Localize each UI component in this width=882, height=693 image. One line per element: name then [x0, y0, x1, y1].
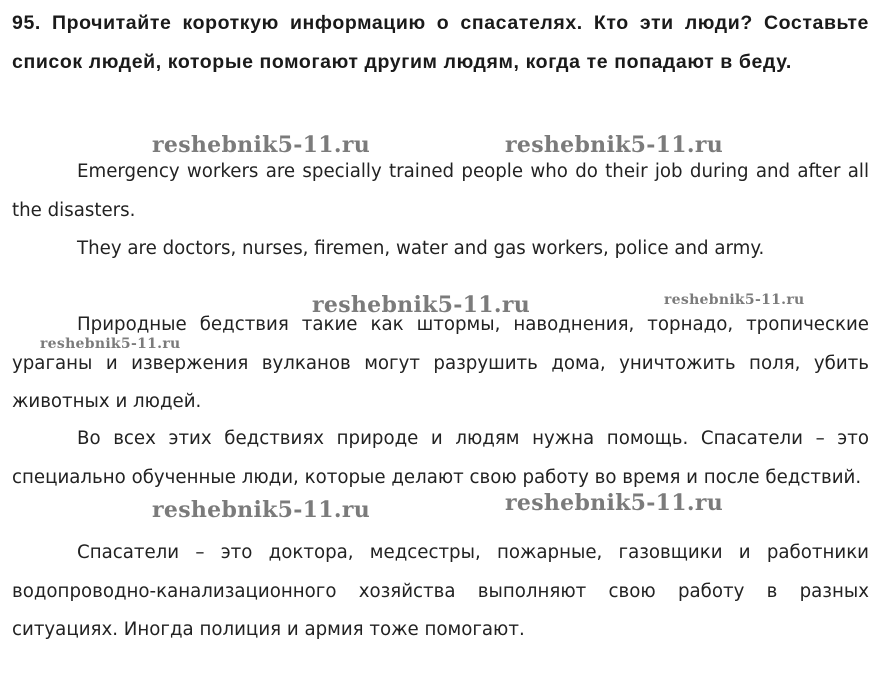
task-heading: 95. Прочитайте короткую информацию о спасателях. Кто эти люди? Составьте список людей, которые помогают другим людям, когда те попадают в беду. [12, 12, 869, 73]
watermark-text: reshebnik5-11.ru [312, 292, 531, 318]
paragraph-rescuers-help: Во всех этих бедствиях природе и людям нужна помощь. Спасатели – это специально обученные люди, которые делают свою работу во время и после бедствий. [12, 428, 869, 488]
paragraph-natural-disasters: Природные бедствия такие как штормы, наводнения, торнадо, тропические ураганы и извержения вулканов могут разрушить дома, уничтожить поля, убить животных и людей. [12, 314, 869, 412]
watermark-text: reshebnik5-11.ru [40, 336, 181, 352]
watermark-text: reshebnik5-11.ru [505, 490, 724, 516]
watermark-text: reshebnik5-11.ru [152, 132, 371, 158]
watermark-text: reshebnik5-11.ru [152, 497, 371, 523]
paragraph-they-are: They are doctors, nurses, firemen, water and gas workers, police and army. [77, 238, 765, 259]
paragraph-rescuers-list: Спасатели – это доктора, медсестры, пожарные, газовщики и работники водопроводно-канализационного хозяйства выполняют свою работу в разных ситуациях. Иногда полиция и армия тоже помогают. [12, 542, 869, 640]
watermark-text: reshebnik5-11.ru [505, 132, 724, 158]
watermark-text: reshebnik5-11.ru [664, 292, 805, 308]
paragraph-emergency-workers: Emergency workers are specially trained people who do their job during and after all the disasters. [12, 161, 869, 221]
